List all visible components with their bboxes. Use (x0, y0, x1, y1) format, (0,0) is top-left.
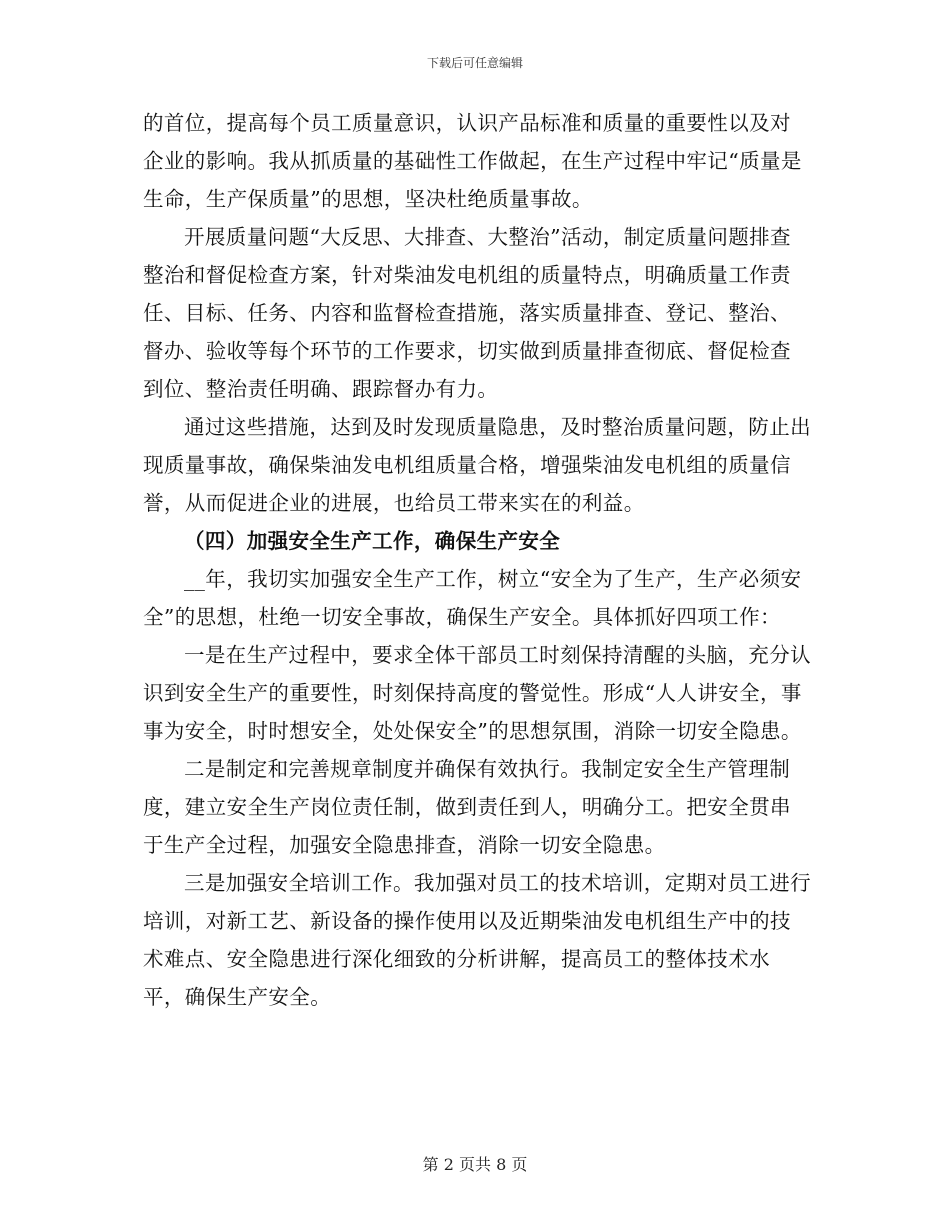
paragraph-continuation: 的首位，提高每个员工质量意识，认识产品标准和质量的重要性以及对企业的影响。我从抓质量的基础性工作做起，在生产过程中牢记“质量是生命，生产保质量”的思想，坚决杜绝质量事故。 (143, 111, 802, 211)
paragraph-safety-item-3: 三是加强安全培训工作。我加强对员工的技术培训，定期对员工进行培训，对新工艺、新设备的操作使用以及近期柴油发电机组生产中的技术难点、安全隐患进行深化细致的分析讲解，提高员工的整体技术水平，确保生产安全。 (143, 871, 811, 1009)
paragraph-quality-campaign: 开展质量问题“大反思、大排查、大整治”活动，制定质量问题排查整治和督促检查方案，针对柴油发电机组的质量特点，明确质量工作责任、目标、任务、内容和监督检查措施，落实质量排查、登记、整治、督办、验收等每个环节的工作要求，切实做到质量排查彻底、督促检查到位、整治责任明确、跟踪督办有力。 (143, 225, 791, 401)
section-heading-safety: （四）加强安全生产工作，确保生产安全 (184, 529, 561, 553)
paragraph-quality-results: 通过这些措施，达到及时发现质量隐患，及时整治质量问题，防止出现质量事故，确保柴油发电机组质量合格，增强柴油发电机组的质量信誉，从而促进企业的进展，也给员工带来实在的利益。 (143, 415, 811, 515)
paragraph-safety-intro: __年，我切实加强安全生产工作，树立“安全为了生产，生产必须安全”的思想，杜绝一切安全事故，确保生产安全。具体抓好四项工作： (143, 567, 802, 629)
document-body (143, 104, 811, 1016)
page-number-footer: 第 2 页共 8 页 (422, 1155, 528, 1174)
paragraph-safety-item-1: 一是在生产过程中，要求全体干部员工时刻保持清醒的头脑，充分认识到安全生产的重要性，时刻保持高度的警觉性。形成“人人讲安全，事事为安全，时时想安全，处处保安全”的思想氛围，消除一切安全隐患。 (143, 643, 811, 743)
page-header: 下载后可任意编辑 (426, 56, 523, 70)
paragraph-safety-item-2: 二是制定和完善规章制度并确保有效执行。我制定安全生产管理制度，建立安全生产岗位责任制，做到责任到人，明确分工。把安全贯串于生产全过程，加强安全隐患排查，消除一切安全隐患。 (143, 757, 791, 857)
